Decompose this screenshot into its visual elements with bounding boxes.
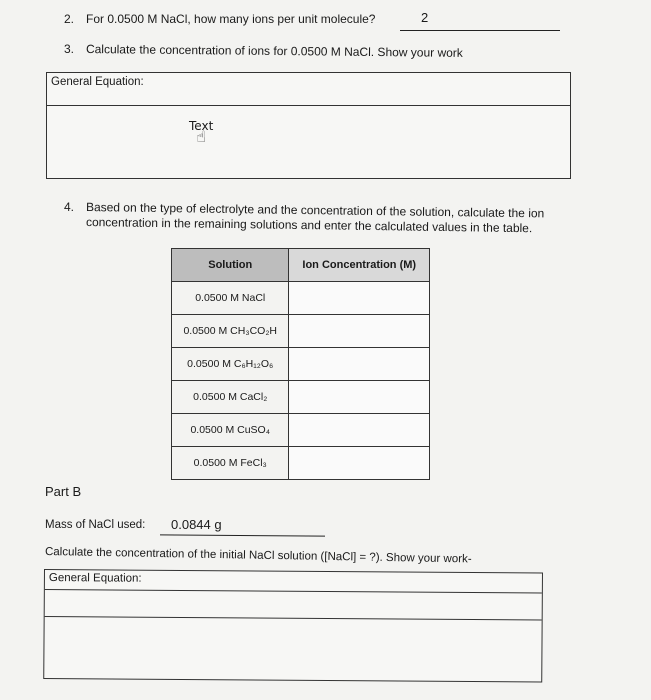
q2-text: For 0.0500 M NaCl, how many ions per unit molecule? bbox=[86, 12, 376, 26]
part-b-box-label: General Equation: bbox=[48, 572, 142, 585]
part-b-calc-text: Calculate the concentration of the initial NaCl solution ([NaCl] = ?). Show your work- bbox=[44, 546, 472, 566]
ion-concentration-cell[interactable] bbox=[289, 414, 430, 447]
solution-cell: 0.0500 M CuSO₄ bbox=[172, 414, 289, 447]
q2-answer[interactable]: 2 bbox=[421, 10, 429, 25]
hand-cursor-icon: ☝ bbox=[196, 129, 207, 146]
mass-value[interactable]: 0.0844 g bbox=[171, 517, 222, 532]
table-row bbox=[172, 381, 430, 414]
ion-concentration-cell[interactable] bbox=[289, 282, 430, 315]
q3-box-header bbox=[47, 73, 570, 106]
mass-label: Mass of NaCl used: bbox=[45, 519, 146, 531]
solution-cell: 0.0500 M C₆H₁₂O₆ bbox=[172, 348, 289, 381]
table-row bbox=[172, 348, 430, 381]
q4-line1: Based on the type of electrolyte and the concentration of the solution, calculate the ion bbox=[85, 200, 545, 221]
table-header-row bbox=[172, 249, 430, 282]
table-row bbox=[172, 282, 430, 315]
table-row bbox=[172, 414, 430, 447]
solution-cell: 0.0500 M CH₃CO₂H bbox=[172, 315, 289, 348]
ion-concentration-cell[interactable] bbox=[289, 381, 430, 414]
text-cursor-label: Text bbox=[189, 119, 214, 133]
mass-answer-line bbox=[160, 534, 325, 536]
table-row bbox=[172, 315, 430, 348]
q3-work-box[interactable] bbox=[46, 72, 571, 179]
header-solution: Solution bbox=[172, 249, 289, 282]
header-ion-concentration: Ion Concentration (M) bbox=[289, 249, 430, 282]
solution-cell: 0.0500 M CaCl₂ bbox=[172, 381, 289, 414]
part-b-title: Part B bbox=[45, 484, 82, 499]
q2-answer-line bbox=[400, 30, 560, 31]
solution-cell: 0.0500 M FeCl₃ bbox=[172, 447, 289, 480]
q4-number: 4. bbox=[64, 200, 75, 214]
part-b-work-box[interactable] bbox=[43, 569, 543, 682]
q2-number: 2. bbox=[64, 12, 75, 26]
q3-text: Calculate the concentration of ions for 0.0500 M NaCl. Show your work bbox=[85, 42, 463, 60]
table-row bbox=[172, 447, 430, 480]
ion-concentration-table bbox=[171, 248, 430, 480]
ion-concentration-cell[interactable] bbox=[289, 315, 430, 348]
ion-concentration-cell[interactable] bbox=[289, 447, 430, 480]
q3-box-label: General Equation: bbox=[51, 76, 144, 88]
solution-cell: 0.0500 M NaCl bbox=[172, 282, 289, 315]
q4-line2: concentration in the remaining solutions and enter the calculated values in the table. bbox=[85, 215, 533, 236]
ion-concentration-cell[interactable] bbox=[289, 348, 430, 381]
part-b-box-divider bbox=[45, 590, 542, 620]
q3-number: 3. bbox=[64, 42, 75, 56]
text-cursor bbox=[189, 119, 213, 147]
